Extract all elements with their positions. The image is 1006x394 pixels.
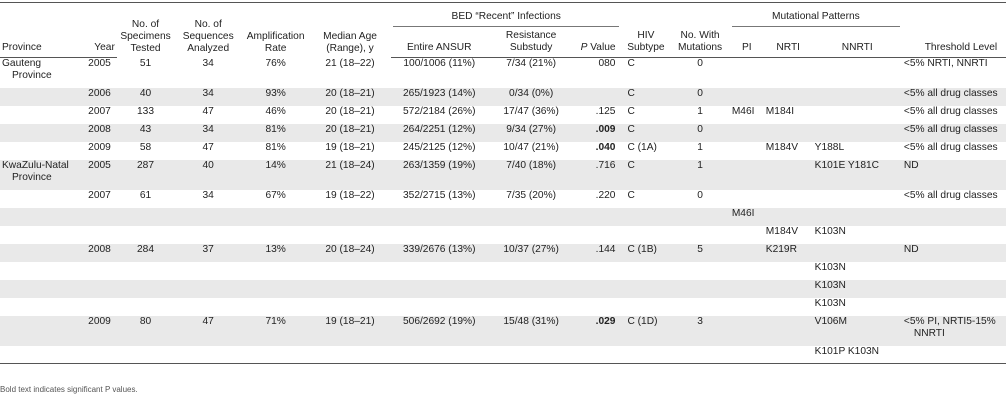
cell-specimens: 133 — [137, 105, 155, 117]
table-body — [0, 58, 1006, 364]
cell-nrti — [764, 160, 813, 190]
cell-p: .125 — [595, 105, 616, 117]
cell-subtype: C — [627, 189, 635, 201]
cell-mutations — [670, 226, 729, 244]
cell-year — [70, 346, 117, 364]
cell-subtype — [621, 262, 670, 280]
cell-age — [309, 280, 391, 298]
col-resistance-substudy: Resistance Substudy — [488, 30, 575, 58]
cell-age: 20 (18–24) — [309, 244, 391, 262]
cell-subtype: C (1A) — [627, 141, 657, 153]
col-median-age: Median Age (Range), y — [309, 3, 391, 58]
cell-amp: 14% — [242, 160, 309, 190]
cell-ansur: 506/2692 (19%) — [391, 316, 488, 346]
cell-year: 2008 — [70, 124, 117, 142]
cell-resistance: 7/40 (18%) — [488, 160, 575, 190]
cell-resistance: 17/47 (36%) — [503, 105, 559, 117]
cell-resistance — [488, 280, 575, 298]
cell-mutations — [670, 298, 729, 316]
cell-nnrti — [813, 88, 902, 106]
cell-nnrti — [813, 190, 902, 208]
cell-year: 2008 — [70, 244, 117, 262]
cell-threshold: ND — [902, 160, 1006, 190]
cell-sequences — [174, 262, 242, 280]
cell-amp: 76% — [265, 57, 286, 69]
cell-nnrti — [813, 244, 902, 262]
cell-age: 20 (18–21) — [309, 88, 391, 106]
cell-p — [575, 346, 622, 364]
table-row — [0, 280, 1006, 298]
cell-province — [0, 106, 70, 124]
table-row — [0, 316, 1006, 346]
col-province: Province — [0, 30, 70, 58]
cell-ansur: 265/1923 (14%) — [391, 88, 488, 106]
cell-p: .220 — [595, 189, 616, 201]
cell-year: 2007 — [88, 189, 111, 201]
cell-sequences: 34 — [202, 189, 214, 201]
cell-sequences — [174, 298, 242, 316]
footnote: Bold text indicates significant P values. — [0, 385, 138, 394]
cell-specimens: 58 — [139, 141, 152, 153]
cell-age: 20 (18–21) — [309, 124, 391, 142]
cell-pi — [730, 280, 764, 298]
cell-nnrti — [813, 58, 902, 88]
cell-specimens: 61 — [139, 189, 152, 201]
cell-nrti — [764, 124, 813, 142]
cell-ansur: 264/2251 (12%) — [391, 124, 488, 142]
cell-mutations: 1 — [697, 105, 703, 117]
col-entire-ansur: Entire ANSUR — [391, 30, 488, 58]
cell-subtype: C — [621, 124, 670, 142]
cell-nrti: M184V — [765, 225, 799, 237]
cell-pi — [730, 244, 764, 262]
cell-pi — [730, 190, 764, 208]
cell-resistance: 7/35 (20%) — [506, 189, 557, 201]
cell-province — [0, 124, 70, 142]
cell-amp: 81% — [265, 141, 286, 153]
cell-age: 21 (18–22) — [325, 57, 375, 69]
cell-threshold: <5% all drug classes — [903, 141, 998, 153]
cell-threshold: <5% all drug classes — [903, 105, 998, 117]
cell-subtype: C — [621, 88, 670, 106]
col-pi: PI — [730, 30, 764, 58]
cell-threshold — [902, 262, 1006, 280]
cell-mutations: 1 — [670, 160, 729, 190]
cell-province: KwaZulu-Natal Province — [0, 160, 70, 190]
cell-province — [0, 190, 70, 208]
cell-mutations: 5 — [670, 244, 729, 262]
cell-ansur: 100/1006 (11%) — [403, 58, 476, 69]
cell-amp: 46% — [265, 105, 286, 117]
cell-pi — [730, 316, 764, 346]
cell-pi — [730, 226, 764, 244]
cell-amp — [242, 262, 309, 280]
table-row — [0, 190, 1006, 208]
cell-nnrti — [813, 106, 902, 124]
cell-province — [0, 208, 70, 226]
cell-nrti — [764, 88, 813, 106]
cell-ansur: 339/2676 (13%) — [391, 244, 488, 262]
cell-ansur: 572/2184 (26%) — [402, 105, 476, 117]
cell-sequences — [174, 226, 242, 244]
cell-year: 2007 — [88, 105, 111, 117]
cell-nrti — [764, 58, 813, 88]
col-p-value: P Value — [575, 30, 622, 58]
cell-threshold: <5% all drug classes — [902, 88, 1006, 106]
cell-resistance: 0/34 (0%) — [488, 88, 575, 106]
cell-nrti: M184I — [765, 105, 795, 117]
cell-p: .716 — [575, 160, 622, 190]
cell-nrti: K219R — [764, 244, 813, 262]
cell-specimens — [117, 208, 174, 226]
cell-nrti — [764, 208, 813, 226]
cell-subtype — [621, 226, 670, 244]
cell-province — [0, 298, 70, 316]
cell-amp — [242, 298, 309, 316]
cell-specimens: 80 — [117, 316, 174, 346]
group-bed-recent: BED “Recent” Infections — [391, 3, 622, 31]
cell-nnrti — [813, 208, 902, 226]
cell-subtype: C (1B) — [621, 244, 670, 262]
cell-pi — [730, 58, 764, 88]
cell-resistance: 7/34 (21%) — [506, 58, 557, 69]
cell-nrti — [764, 190, 813, 208]
cell-p — [575, 88, 622, 106]
cell-ansur — [391, 298, 488, 316]
cell-p: .029 — [575, 316, 622, 346]
cell-specimens: 43 — [117, 124, 174, 142]
cell-mutations — [670, 262, 729, 280]
cell-province — [0, 316, 70, 346]
cell-p: .144 — [575, 244, 622, 262]
cell-resistance — [488, 262, 575, 280]
cell-amp: 81% — [242, 124, 309, 142]
cell-threshold — [902, 298, 1006, 316]
cell-mutations — [670, 280, 729, 298]
cell-amp: 71% — [242, 316, 309, 346]
col-threshold: Threshold Level — [902, 30, 1006, 58]
cell-resistance — [488, 346, 575, 364]
cell-sequences — [174, 280, 242, 298]
cell-resistance: 9/34 (27%) — [488, 124, 575, 142]
cell-threshold — [902, 208, 1006, 226]
cell-nnrti: Y188L — [814, 141, 845, 153]
cell-amp — [242, 208, 309, 226]
cell-year: 2005 — [70, 160, 117, 190]
cell-resistance — [488, 298, 575, 316]
cell-nrti — [764, 280, 813, 298]
cell-sequences: 34 — [202, 57, 214, 69]
cell-nrti — [764, 316, 813, 346]
cell-resistance: 15/48 (31%) — [488, 316, 575, 346]
cell-subtype: C (1D) — [621, 316, 670, 346]
cell-mutations: 0 — [697, 58, 703, 69]
table-row — [0, 346, 1006, 364]
col-hiv-subtype: HIV Subtype — [621, 30, 670, 58]
col-nrti: NRTI — [764, 30, 813, 58]
table-row — [0, 88, 1006, 106]
col-nnrti: NNRTI — [813, 30, 902, 58]
cell-year: 2009 — [70, 316, 117, 346]
table-row — [0, 124, 1006, 142]
cell-age — [309, 346, 391, 364]
cell-specimens: 51 — [139, 57, 152, 69]
cell-threshold: <5% NRTI, NNRTI — [903, 58, 988, 69]
table-row — [0, 142, 1006, 160]
table-row — [0, 160, 1006, 190]
cell-sequences: 34 — [174, 88, 242, 106]
cell-nnrti: K103N — [814, 261, 846, 273]
cell-amp: 67% — [265, 189, 286, 201]
cell-pi — [730, 346, 764, 364]
cell-province — [0, 280, 70, 298]
cell-province — [0, 88, 70, 106]
cell-age: 19 (18–22) — [325, 189, 375, 201]
cell-mutations: 3 — [670, 316, 729, 346]
cell-mutations — [670, 346, 729, 364]
cell-province — [0, 262, 70, 280]
group-mutational-patterns: Mutational Patterns — [730, 3, 902, 31]
cell-year: 2009 — [88, 141, 111, 153]
cell-resistance — [488, 208, 575, 226]
cell-ansur — [391, 262, 488, 280]
cell-age: 19 (18–21) — [309, 316, 391, 346]
cell-p — [575, 226, 622, 244]
cell-nnrti: K103N — [814, 225, 846, 237]
cell-ansur — [391, 346, 488, 364]
cell-nnrti: K101P K103N — [813, 346, 902, 364]
cell-subtype: C — [627, 58, 635, 69]
cell-province — [0, 226, 70, 244]
col-amplification: Amplification Rate — [242, 3, 309, 58]
cell-age — [309, 262, 391, 280]
cell-sequences: 40 — [174, 160, 242, 190]
cell-nnrti — [813, 124, 902, 142]
col-sequences: No. of Sequences Analyzed — [174, 3, 242, 58]
cell-ansur — [391, 280, 488, 298]
cell-specimens — [117, 280, 174, 298]
cell-ansur: 263/1359 (19%) — [391, 160, 488, 190]
cell-sequences: 47 — [202, 141, 214, 153]
table-row — [0, 208, 1006, 226]
cell-p — [575, 208, 622, 226]
cell-amp: 93% — [242, 88, 309, 106]
cell-mutations: 0 — [670, 88, 729, 106]
cell-mutations: 0 — [670, 124, 729, 142]
cell-p — [575, 280, 622, 298]
table-row — [0, 226, 1006, 244]
cell-resistance — [488, 226, 575, 244]
cell-threshold: ND — [902, 244, 1006, 262]
table-header — [0, 3, 1006, 58]
cell-nrti — [764, 262, 813, 280]
cell-sequences: 37 — [174, 244, 242, 262]
cell-pi: M46I — [731, 105, 755, 117]
data-table — [0, 2, 1006, 364]
cell-specimens — [117, 226, 174, 244]
cell-subtype — [621, 208, 670, 226]
cell-specimens — [117, 262, 174, 280]
cell-specimens — [117, 298, 174, 316]
col-no-mutations: No. With Mutations — [670, 30, 729, 58]
cell-year — [70, 208, 117, 226]
cell-province — [0, 142, 70, 160]
cell-age — [309, 298, 391, 316]
cell-pi — [730, 124, 764, 142]
cell-amp — [242, 346, 309, 364]
cell-resistance: 10/37 (27%) — [488, 244, 575, 262]
cell-year — [70, 226, 117, 244]
cell-sequences — [174, 346, 242, 364]
table-row — [0, 58, 1006, 88]
cell-pi: M46I — [730, 208, 764, 226]
cell-nrti — [764, 298, 813, 316]
cell-p — [575, 298, 622, 316]
cell-pi — [730, 262, 764, 280]
cell-year — [70, 298, 117, 316]
cell-p: 080 — [598, 58, 616, 69]
cell-specimens: 287 — [117, 160, 174, 190]
cell-threshold: <5% all drug classes — [903, 189, 998, 201]
cell-nnrti: K101E Y181C — [813, 160, 902, 190]
cell-p: .009 — [575, 124, 622, 142]
cell-resistance: 10/47 (21%) — [503, 141, 559, 153]
cell-amp — [242, 280, 309, 298]
cell-nnrti: K103N — [814, 297, 846, 309]
cell-year: 2005 — [88, 58, 111, 69]
table-row — [0, 298, 1006, 316]
cell-ansur: 352/2715 (13%) — [402, 189, 476, 201]
cell-p: .040 — [595, 141, 616, 153]
cell-threshold: <5% all drug classes — [902, 124, 1006, 142]
cell-ansur — [391, 208, 488, 226]
cell-age — [309, 226, 391, 244]
cell-nrti: M184V — [765, 141, 799, 153]
cell-sequences — [174, 208, 242, 226]
cell-age — [309, 208, 391, 226]
cell-subtype — [621, 280, 670, 298]
cell-specimens: 284 — [117, 244, 174, 262]
cell-year — [70, 280, 117, 298]
cell-threshold: <5% PI, NRTI5-15% NNRTI — [902, 316, 1006, 346]
cell-ansur — [391, 226, 488, 244]
cell-nnrti: K103N — [813, 280, 902, 298]
cell-amp: 13% — [242, 244, 309, 262]
cell-pi — [730, 298, 764, 316]
cell-pi — [730, 160, 764, 190]
table-row — [0, 106, 1006, 124]
cell-threshold — [902, 226, 1006, 244]
cell-mutations: 0 — [697, 189, 703, 201]
cell-nrti — [764, 346, 813, 364]
cell-mutations — [670, 208, 729, 226]
cell-sequences: 47 — [174, 316, 242, 346]
cell-province — [0, 244, 70, 262]
cell-age: 21 (18–24) — [309, 160, 391, 190]
cell-mutations: 1 — [697, 141, 703, 153]
cell-specimens — [117, 346, 174, 364]
col-specimens: No. of Specimens Tested — [117, 3, 174, 58]
cell-subtype — [621, 346, 670, 364]
cell-age: 19 (18–21) — [325, 141, 375, 153]
cell-threshold — [902, 280, 1006, 298]
cell-year — [70, 262, 117, 280]
col-year: Year — [70, 30, 117, 58]
cell-sequences: 47 — [202, 105, 214, 117]
table-row — [0, 244, 1006, 262]
cell-amp — [242, 226, 309, 244]
cell-age: 20 (18–21) — [325, 105, 375, 117]
cell-specimens: 40 — [117, 88, 174, 106]
cell-ansur: 245/2125 (12%) — [402, 141, 476, 153]
cell-year: 2006 — [70, 88, 117, 106]
cell-nnrti: V106M — [813, 316, 902, 346]
cell-p — [575, 262, 622, 280]
cell-subtype: C — [621, 160, 670, 190]
cell-province — [0, 346, 70, 364]
cell-sequences: 34 — [174, 124, 242, 142]
cell-province: Gauteng Province — [2, 58, 52, 81]
cell-pi — [730, 88, 764, 106]
cell-subtype: C — [627, 105, 635, 117]
cell-subtype — [621, 298, 670, 316]
cell-pi — [730, 142, 764, 160]
table-row — [0, 262, 1006, 280]
cell-threshold — [902, 346, 1006, 364]
